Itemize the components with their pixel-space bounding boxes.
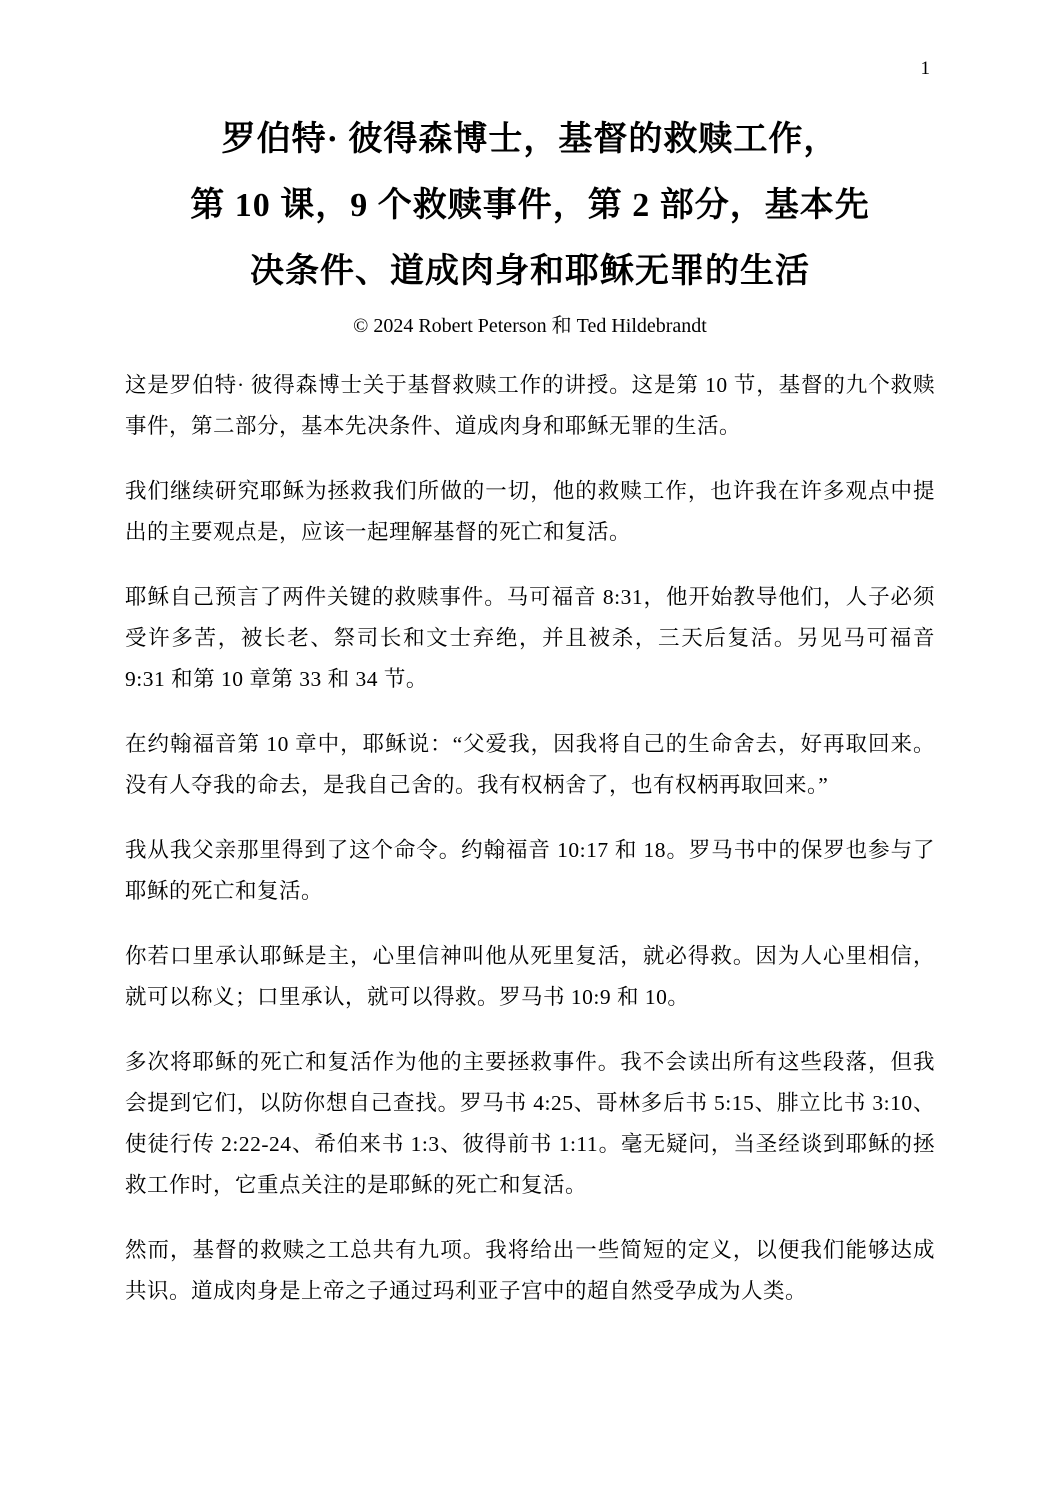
document-title-line-3: 决条件、道成肉身和耶稣无罪的生活 — [250, 253, 810, 290]
paragraph: 我从我父亲那里得到了这个命令。约翰福音 10:17 和 18。罗马书中的保罗也参与了耶稣的死亡和复活。 — [125, 838, 935, 903]
paragraph: 在约翰福音第 10 章中，耶稣说：“父爱我，因我将自己的生命舍去，好再取回来。没有人夺我的命去，是我自己舍的。我有权柄舍了，也有权柄再取回来。” — [125, 732, 935, 797]
paragraph: 我们继续研究耶稣为拯救我们所做的一切，他的救赎工作，也许我在许多观点中提出的主要观点是，应该一起理解基督的死亡和复活。 — [125, 479, 935, 544]
paragraph: 你若口里承认耶稣是主，心里信神叫他从死里复活，就必得救。因为人心里相信，就可以称义；口里承认，就可以得救。罗马书 10:9 和 10。 — [125, 944, 935, 1009]
document-title-line-2: 第 10 课，9 个救赎事件，第 2 部分，基本先 — [190, 187, 870, 224]
paragraph: 这是罗伯特· 彼得森博士关于基督救赎工作的讲授。这是第 10 节，基督的九个救赎事件，第二部分，基本先决条件、道成肉身和耶稣无罪的生活。 — [125, 373, 935, 438]
document-title-line-1: 罗伯特· 彼得森博士，基督的救赎工作， — [221, 121, 839, 158]
paragraph: 耶稣自己预言了两件关键的救赎事件。马可福音 8:31，他开始教导他们，人子必须受许多苦，被长老、祭司长和文士弃绝，并且被杀，三天后复活。另见马可福音 9:31 和第 10 章第 33 和 34 节。 — [125, 585, 935, 691]
document-title — [125, 107, 935, 305]
page-number: 1 — [920, 58, 930, 79]
document-body — [125, 365, 935, 1312]
copyright-line: © 2024 Robert Peterson 和 Ted Hildebrandt — [353, 315, 707, 337]
paragraph: 然而，基督的救赎之工总共有九项。我将给出一些简短的定义，以便我们能够达成共识。道成肉身是上帝之子通过玛利亚子宫中的超自然受孕成为人类。 — [125, 1238, 935, 1303]
paragraph: 多次将耶稣的死亡和复活作为他的主要拯救事件。我不会读出所有这些段落，但我会提到它们，以防你想自己查找。罗马书 4:25、哥林多后书 5:15、腓立比书 3:10、使徒行传 2:22-24、希伯来书 1:3、彼得前书 1:11。毫无疑问，当圣经谈到耶稣的拯救工作时，它重点关注的是耶稣的死亡和复活。 — [125, 1050, 935, 1197]
